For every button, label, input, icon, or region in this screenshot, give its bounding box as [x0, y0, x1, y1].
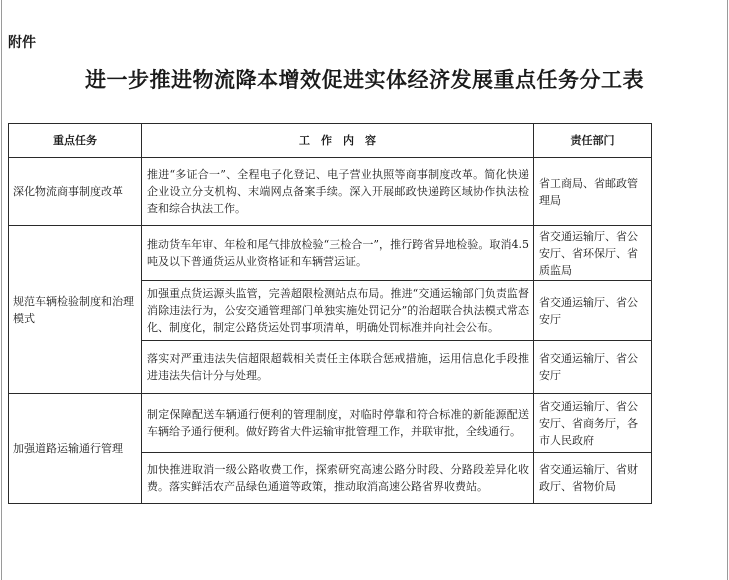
dept-cell: 省工商局、省邮政管理局 — [534, 158, 652, 226]
work-cell: 推动货车年审、年检和尾气排放检验“三检合一”，推行跨省异地检验。取消4.5吨及以下普通货运从业资格证和车辆营运证。 — [142, 226, 534, 281]
table-row — [9, 394, 652, 453]
task-cell: 深化物流商事制度改革 — [9, 158, 142, 226]
dept-cell: 省交通运输厅、省公安厅、省商务厅，各市人民政府 — [534, 394, 652, 453]
header-task: 重点任务 — [9, 124, 142, 158]
attachment-label: 附件 — [8, 35, 36, 51]
header-dept: 责任部门 — [534, 124, 652, 158]
dept-cell: 省交通运输厅、省财政厅、省物价局 — [534, 453, 652, 504]
task-cell: 加强道路运输通行管理 — [9, 394, 142, 504]
header-work: 工 作 内 容 — [142, 124, 534, 158]
work-cell: 推进“多证合一”、全程电子化登记、电子营业执照等商事制度改革。简化快递企业设立分支机构、末端网点备案手续。深入开展邮政快递跨区域协作执法检查和综合执法工作。 — [142, 158, 534, 226]
work-cell: 制定保障配送车辆通行便利的管理制度，对临时停靠和符合标准的新能源配送车辆给予通行便利。做好跨省大件运输审批管理工作，并联审批，全线通行。 — [142, 394, 534, 453]
dept-cell: 省交通运输厅、省公安厅、省环保厅、省质监局 — [534, 226, 652, 281]
table-header-row — [9, 124, 652, 158]
work-cell: 落实对严重违法失信超限超载相关责任主体联合惩戒措施，运用信息化手段推进违法失信计分与处理。 — [142, 341, 534, 394]
dept-cell: 省交通运输厅、省公安厅 — [534, 341, 652, 394]
work-cell: 加快推进取消一级公路收费工作，探索研究高速公路分时段、分路段差异化收费。落实鲜活农产品绿色通道等政策，推动取消高速公路省界收费站。 — [142, 453, 534, 504]
dept-cell: 省交通运输厅、省公安厅 — [534, 281, 652, 341]
task-table — [8, 123, 652, 504]
table-row — [9, 158, 652, 226]
task-cell: 规范车辆检验制度和治理模式 — [9, 226, 142, 394]
table-row — [9, 226, 652, 281]
work-cell: 加强重点货运源头监管，完善超限检测站点布局。推进“交通运输部门负责监督消除违法行为，公安交通管理部门单独实施处罚记分”的治超联合执法模式常态化、制度化，制定公路货运处罚事项清单，明确处罚标准并向社会公布。 — [142, 281, 534, 341]
document-title: 进一步推进物流降本增效促进实体经济发展重点任务分工表 — [85, 67, 644, 92]
